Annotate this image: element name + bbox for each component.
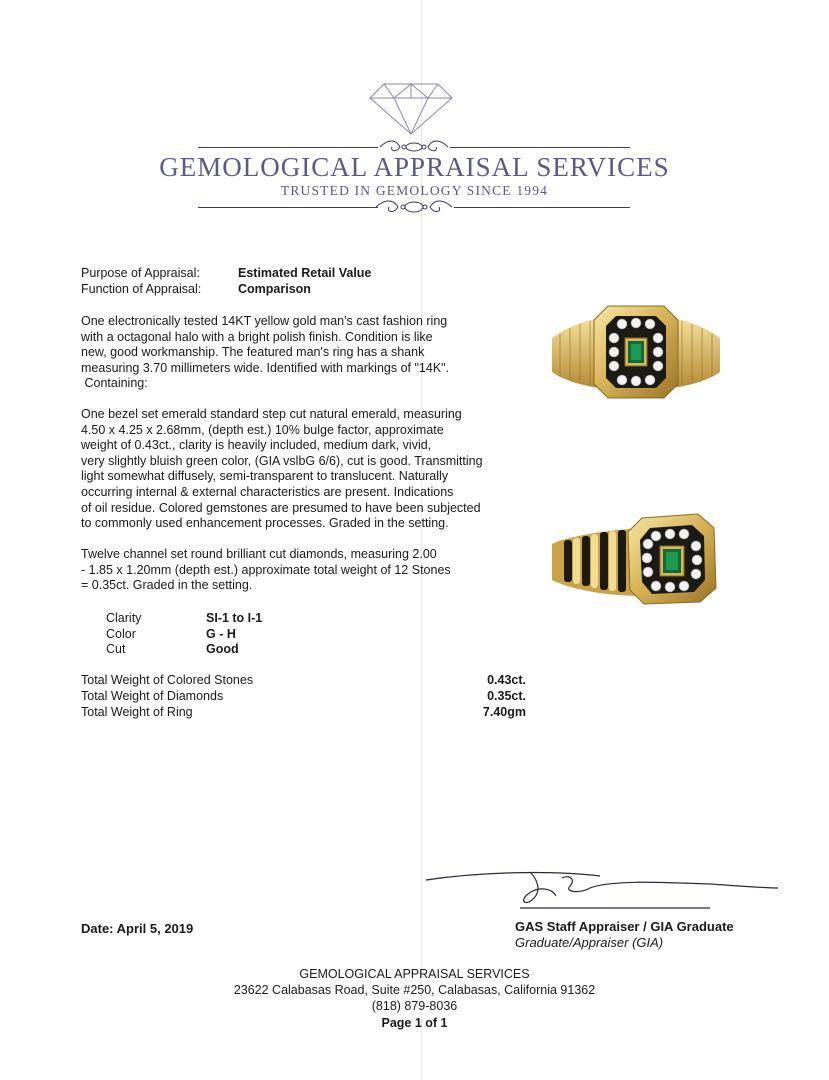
emerald-description-line: to commonly used enhancement processes. Graded in the setting. — [81, 516, 449, 531]
appraiser-signature — [420, 866, 784, 918]
total-value-colored-stones: 0.43ct. — [487, 673, 526, 687]
diamond-description-line: = 0.35ct. Graded in the setting. — [81, 578, 253, 593]
ring-description-line: measuring 3.70 millimeters wide. Identified with markings of "14K". — [81, 360, 450, 375]
purpose-value: Estimated Retail Value — [238, 266, 372, 280]
letterhead-top-rule-right — [450, 147, 630, 148]
footer-company: GEMOLOGICAL APPRAISAL SERVICES — [299, 967, 530, 981]
grade-label-clarity: Clarity — [106, 611, 142, 625]
footer-phone: (818) 879-8036 — [371, 999, 458, 1013]
emerald-description-line: of oil residue. Colored gemstones are presumed to have been subjected — [81, 500, 481, 515]
grade-label-cut: Cut — [106, 642, 126, 656]
emerald-description-line: weight of 0.43ct., clarity is heavily included, medium dark, vivid, — [81, 438, 432, 453]
diamond-description-line: - 1.85 x 1.20mm (depth est.) approximate total weight of 12 Stones — [81, 562, 451, 577]
total-value-diamonds: 0.35ct. — [487, 689, 526, 703]
appraiser-title: GAS Staff Appraiser / GIA Graduate — [515, 919, 734, 934]
flourish-ornament-icon — [374, 198, 454, 216]
diamond-icon — [368, 80, 454, 136]
ring-photo-side-view — [548, 510, 724, 610]
grade-value-color: G - H — [206, 627, 236, 641]
total-label-colored-stones: Total Weight of Colored Stones — [81, 673, 254, 687]
appraiser-subtitle: Graduate/Appraiser (GIA) — [515, 935, 664, 950]
letterhead-bottom-rule-right — [454, 207, 630, 208]
emerald-description-line: very slightly bluish green color, (GIA vslbG 6/6), cut is good. Transmitting — [81, 453, 483, 468]
total-label-diamonds: Total Weight of Diamonds — [81, 689, 224, 703]
emerald-description-line: light somewhat diffusely, semi-transparent to translucent. Naturally — [81, 469, 449, 484]
grade-label-color: Color — [106, 627, 136, 641]
page-number: Page 1 of 1 — [381, 1016, 448, 1030]
appraisal-date: Date: April 5, 2019 — [81, 921, 194, 936]
ring-description-line: with a octagonal halo with a bright polish finish. Condition is like — [81, 329, 433, 344]
total-label-ring: Total Weight of Ring — [81, 705, 193, 719]
company-tagline: TRUSTED IN GEMOLOGY SINCE 1994 — [280, 183, 549, 198]
diamond-description — [81, 547, 526, 594]
total-value-ring: 7.40gm — [482, 705, 526, 719]
letterhead-top-rule-left — [198, 147, 378, 148]
ring-photo-top-view — [548, 300, 724, 404]
ring-description — [81, 314, 526, 392]
diamond-description-line: Twelve channel set round brilliant cut diamonds, measuring 2.00 — [81, 547, 437, 561]
company-name: GEMOLOGICAL APPRAISAL SERVICES — [159, 152, 670, 182]
grade-value-clarity: SI-1 to I-1 — [206, 611, 263, 625]
emerald-description-line: One bezel set emerald standard step cut natural emerald, measuring — [81, 407, 462, 421]
emerald-description-line: 4.50 x 4.25 x 2.68mm, (depth est.) 10% bulge factor, approximate — [81, 422, 444, 437]
ring-description-line: One electronically tested 14KT yellow gold man's cast fashion ring — [81, 314, 448, 328]
function-value: Comparison — [238, 282, 311, 296]
emerald-description-line: occurring internal & external characteristics are present. Indications — [81, 484, 454, 499]
grade-value-cut: Good — [206, 642, 239, 656]
ring-description-line: Containing: — [81, 376, 148, 391]
footer-address: 23622 Calabasas Road, Suite #250, Calabasas, California 91362 — [233, 983, 596, 997]
purpose-label: Purpose of Appraisal: — [81, 266, 200, 280]
emerald-description — [81, 407, 526, 532]
function-label: Function of Appraisal: — [81, 282, 202, 296]
ring-description-line: new, good workmanship. The featured man's ring has a shank — [81, 345, 425, 360]
letterhead-bottom-rule-left — [198, 207, 378, 208]
